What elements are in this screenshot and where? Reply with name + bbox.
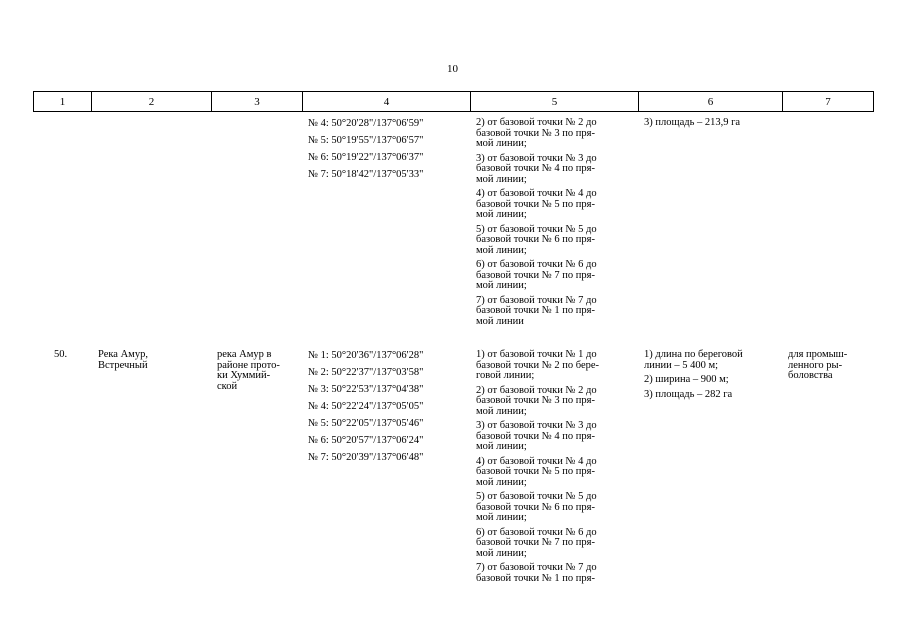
column-header-5: 5 <box>471 92 639 112</box>
column-header-4: 4 <box>303 92 471 112</box>
area-param: 3) площадь – 213,9 га <box>644 117 741 128</box>
column-header-1: 1 <box>34 92 92 112</box>
coordinate-point: № 5: 50°22'05"/137°05'46" <box>308 418 424 429</box>
page-number: 10 <box>447 63 458 75</box>
column-header-7: 7 <box>783 92 874 112</box>
boundary-description: 5) от базовой точки № 5 до базовой точки № 6 по пря- мой линии; <box>476 223 597 256</box>
boundary-description: 4) от базовой точки № 4 до базовой точки № 5 по пря- мой линии; <box>476 455 597 488</box>
coordinate-point: № 7: 50°18'42"/137°05'33" <box>308 169 424 180</box>
coordinate-point: № 5: 50°19'55"/137°06'57" <box>308 135 424 146</box>
boundary-description: 2) от базовой точки № 2 до базовой точки № 3 по пря- мой линии; <box>476 117 597 149</box>
coordinate-point: № 1: 50°20'36"/137°06'28" <box>308 350 424 361</box>
row50-boundaries <box>476 350 634 588</box>
coordinate-point: № 6: 50°19'22"/137°06'37" <box>308 152 424 163</box>
column-header-2: 2 <box>92 92 212 112</box>
prev-row-params <box>644 118 779 133</box>
width-param: 2) ширина – 900 м; <box>644 374 729 385</box>
boundary-description: 1) от базовой точки № 1 до базовой точки № 2 по бере- говой линии; <box>476 349 600 381</box>
area-param: 3) площадь – 282 га <box>644 388 733 400</box>
boundary-description: 7) от базовой точки № 7 до базовой точки № 1 по пря- мой линии <box>476 294 597 327</box>
boundary-description: 3) от базовой точки № 3 до базовой точки № 4 по пря- мой линии; <box>476 152 597 185</box>
boundary-description: 5) от базовой точки № 5 до базовой точки № 6 по пря- мой линии; <box>476 491 597 523</box>
coordinate-point: № 3: 50°22'53"/137°04'38" <box>308 384 424 395</box>
boundary-description: 2) от базовой точки № 2 до базовой точки № 3 по пря- мой линии; <box>476 384 597 417</box>
prev-row-coordinates <box>308 118 468 186</box>
site-purpose: для промыш- ленного ры- боловства <box>788 349 848 381</box>
coordinate-point: № 4: 50°20'28"/137°06'59" <box>308 118 424 129</box>
boundary-description: 3) от базовой точки № 3 до базовой точки № 4 по пря- мой линии; <box>476 420 597 452</box>
coordinate-point: № 6: 50°20'57"/137°06'24" <box>308 435 424 446</box>
table-header <box>33 91 874 112</box>
coordinate-point: № 2: 50°22'37"/137°03'58" <box>308 367 424 378</box>
site-name: Река Амур, Встречный <box>98 349 148 371</box>
coordinate-point: № 7: 50°20'39"/137°06'48" <box>308 452 424 463</box>
row50-coordinates <box>308 350 468 469</box>
column-header-6: 6 <box>639 92 783 112</box>
row50-params <box>644 350 779 404</box>
boundary-description: 6) от базовой точки № 6 до базовой точки № 7 по пря- мой линии; <box>476 526 597 559</box>
boundary-description: 4) от базовой точки № 4 до базовой точки № 5 по пря- мой линии; <box>476 188 597 220</box>
row-number: 50. <box>54 349 68 360</box>
boundary-description: 7) от базовой точки № 7 до базовой точки № 1 по пря- <box>476 562 597 584</box>
length-param: 1) длина по береговой линии – 5 400 м; <box>644 349 743 371</box>
boundary-description: 6) от базовой точки № 6 до базовой точки № 7 по пря- мой линии; <box>476 259 597 291</box>
site-location: река Амур в районе прото- ки Хуммий- ской <box>217 349 280 392</box>
coordinate-point: № 4: 50°22'24"/137°05'05" <box>308 401 424 412</box>
prev-row-boundaries <box>476 118 634 331</box>
column-header-3: 3 <box>212 92 303 112</box>
